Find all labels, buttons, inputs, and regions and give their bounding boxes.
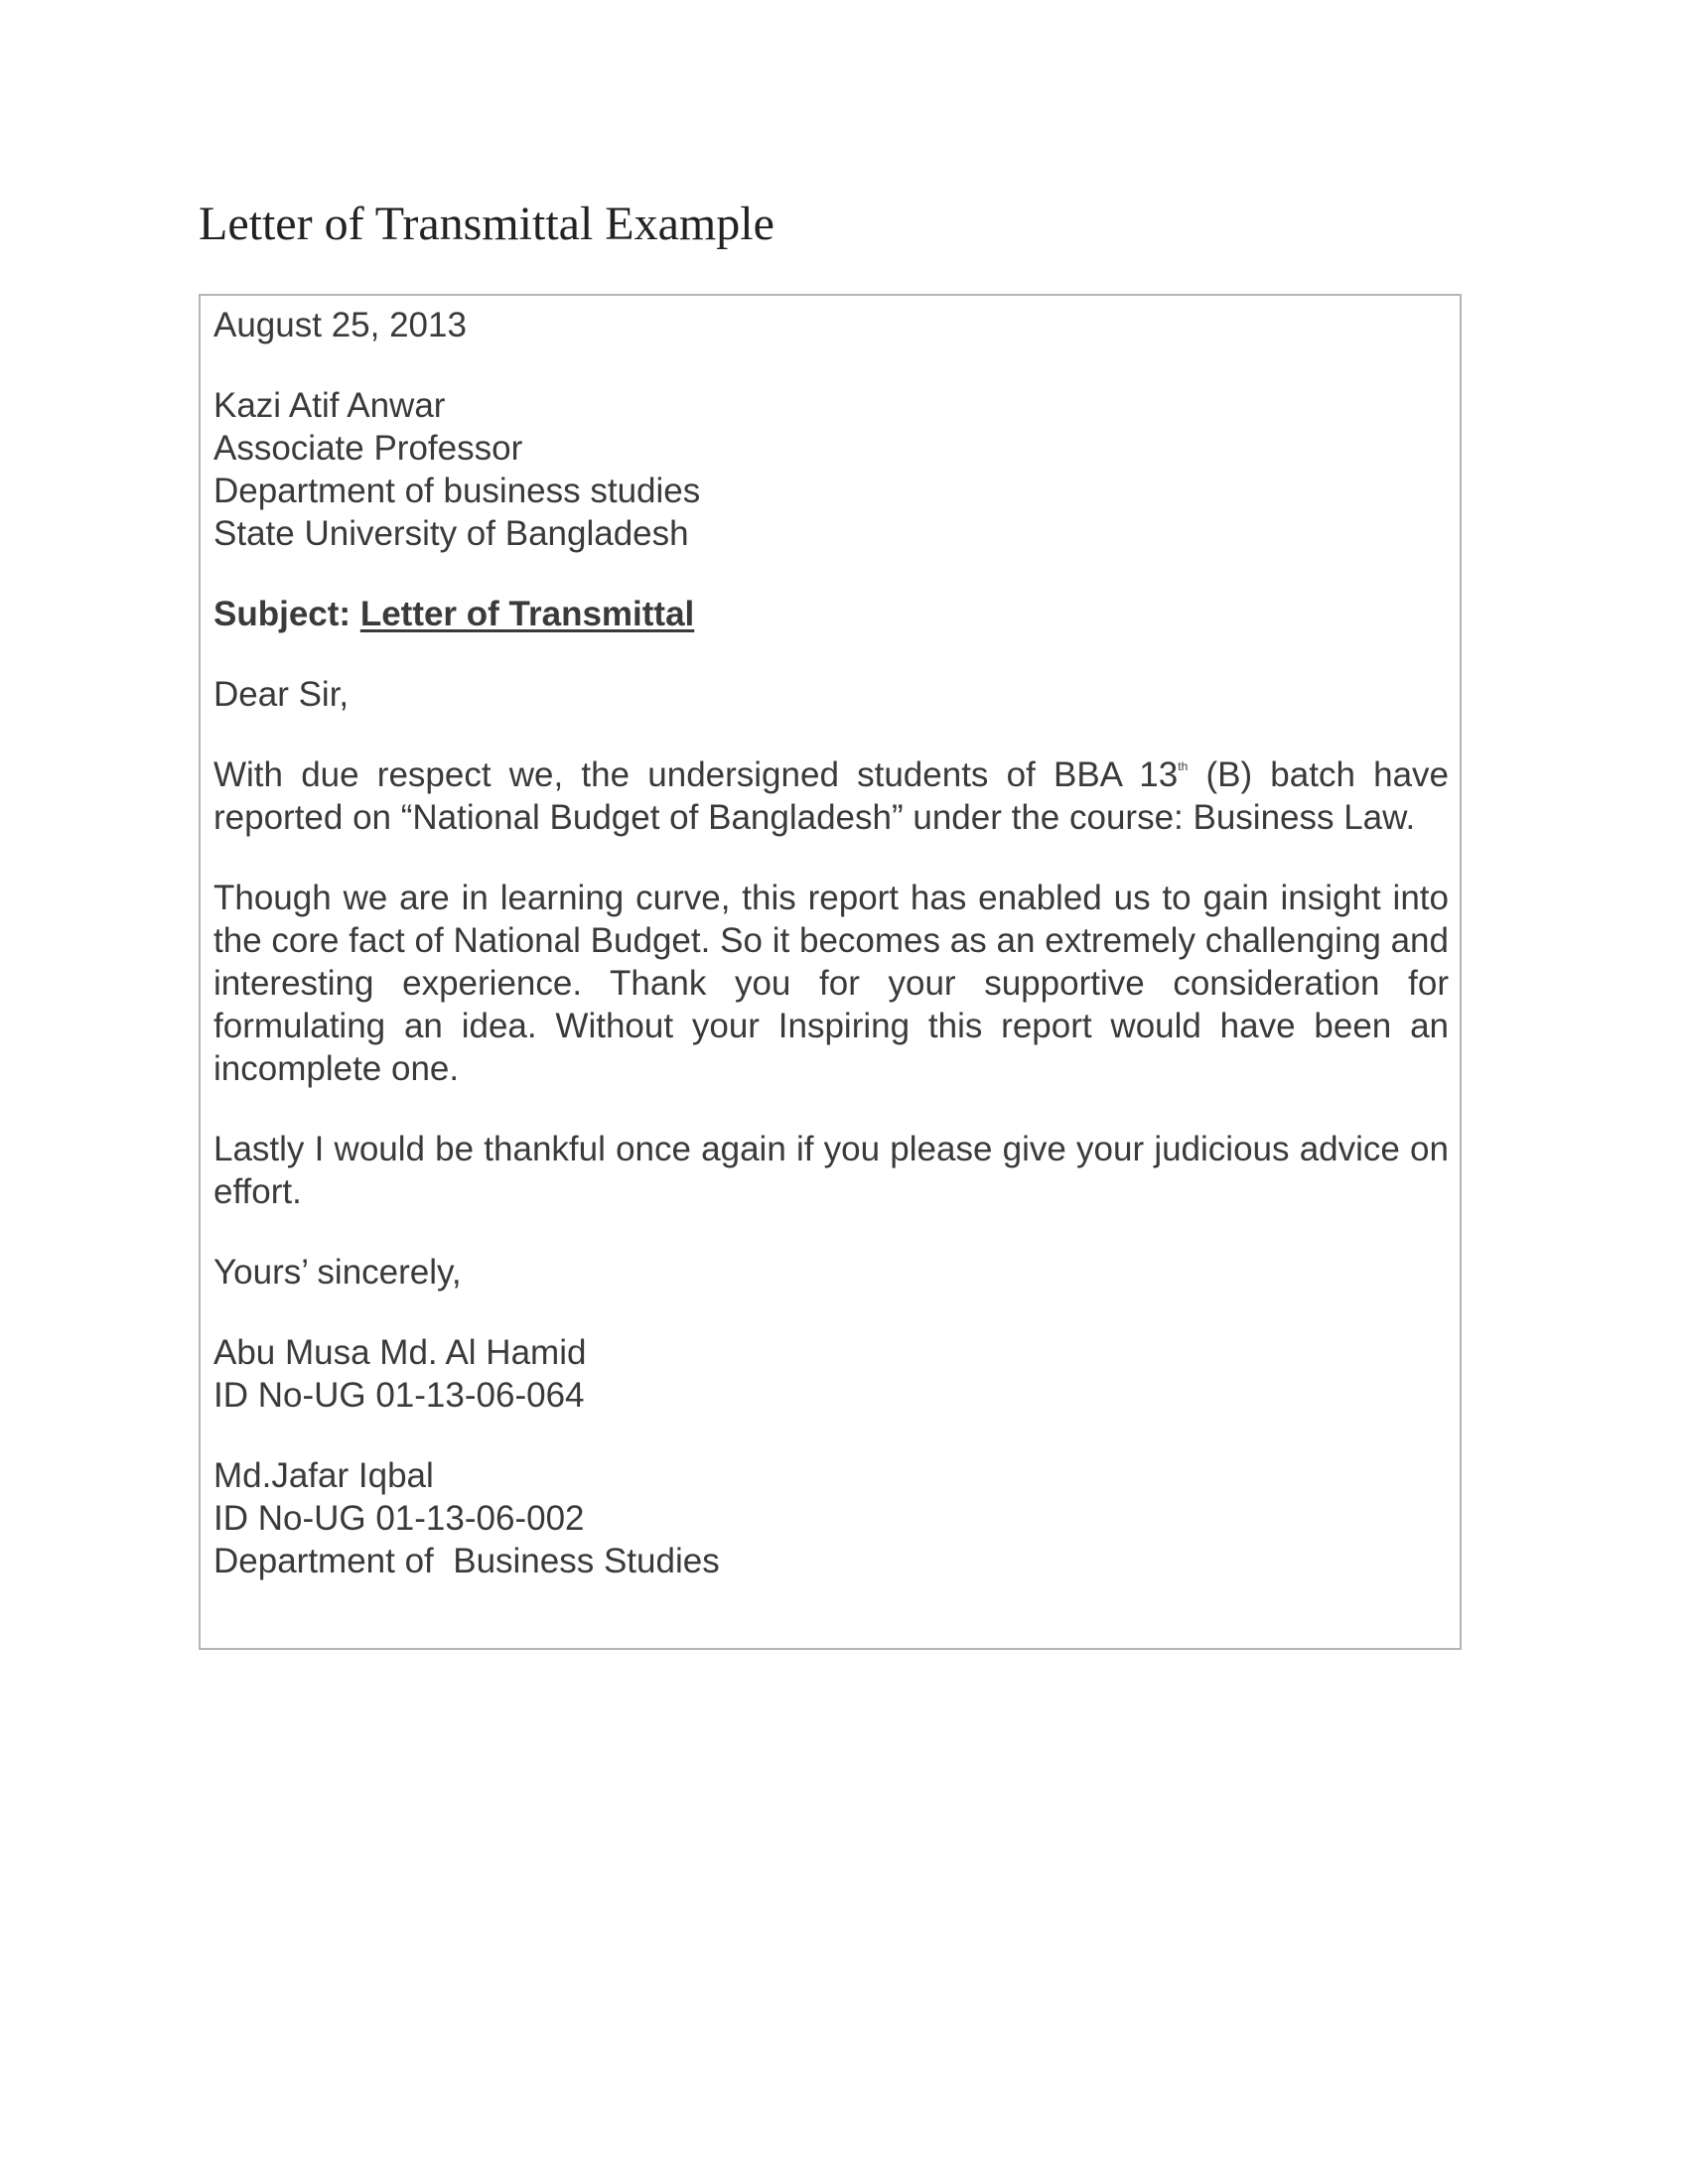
signature-block-2 bbox=[213, 1454, 1447, 1582]
signer-id: ID No-UG 01-13-06-064 bbox=[213, 1376, 585, 1415]
signer-name: Md.Jafar Iqbal bbox=[213, 1456, 434, 1495]
recipient-address bbox=[213, 384, 1447, 555]
salutation-text: Dear Sir, bbox=[213, 675, 350, 714]
recipient-name: Kazi Atif Anwar bbox=[213, 386, 446, 425]
signer-department: Department of Business Studies bbox=[213, 1542, 720, 1580]
paragraph-intro-start: With due respect we, the undersigned students of BBA 13 bbox=[213, 755, 1179, 794]
signer-id: ID No-UG 01-13-06-002 bbox=[213, 1499, 585, 1538]
paragraph-intro-end: (B) batch have reported on “National Budget of Bangladesh” under the course: Business Law. bbox=[213, 755, 1450, 837]
paragraph-closing: Lastly I would be thankful once again if you please give your judicious advice on effort. bbox=[213, 1130, 1449, 1211]
date-text: August 25, 2013 bbox=[213, 306, 467, 344]
paragraph-intro bbox=[213, 753, 1449, 839]
paragraph-body: Though we are in learning curve, this report has enabled us to gain insight into the core fact of National Budget. So it becomes as an extremely challenging and interesting experience. Thank you for your supportive consideration for formulating an idea. Without your Inspiring this report would have been an incomplete one. bbox=[213, 879, 1449, 1088]
letter-box bbox=[199, 294, 1462, 1650]
letter-date bbox=[213, 304, 1447, 346]
closing-text: Yours’ sincerely, bbox=[213, 1253, 462, 1292]
ordinal-suffix: th bbox=[1178, 759, 1189, 773]
signature-block-1 bbox=[213, 1331, 1447, 1417]
subject-line bbox=[213, 593, 1447, 635]
page-title: Letter of Transmittal Example bbox=[199, 198, 774, 250]
subject-label: Subject: bbox=[213, 595, 352, 633]
signer-name: Abu Musa Md. Al Hamid bbox=[213, 1333, 587, 1372]
complimentary-close bbox=[213, 1251, 1447, 1294]
recipient-university: State University of Bangladesh bbox=[213, 514, 689, 553]
recipient-position: Associate Professor bbox=[213, 429, 523, 468]
recipient-department: Department of business studies bbox=[213, 472, 701, 510]
salutation bbox=[213, 673, 1447, 716]
subject-text: Letter of Transmittal bbox=[359, 595, 695, 633]
